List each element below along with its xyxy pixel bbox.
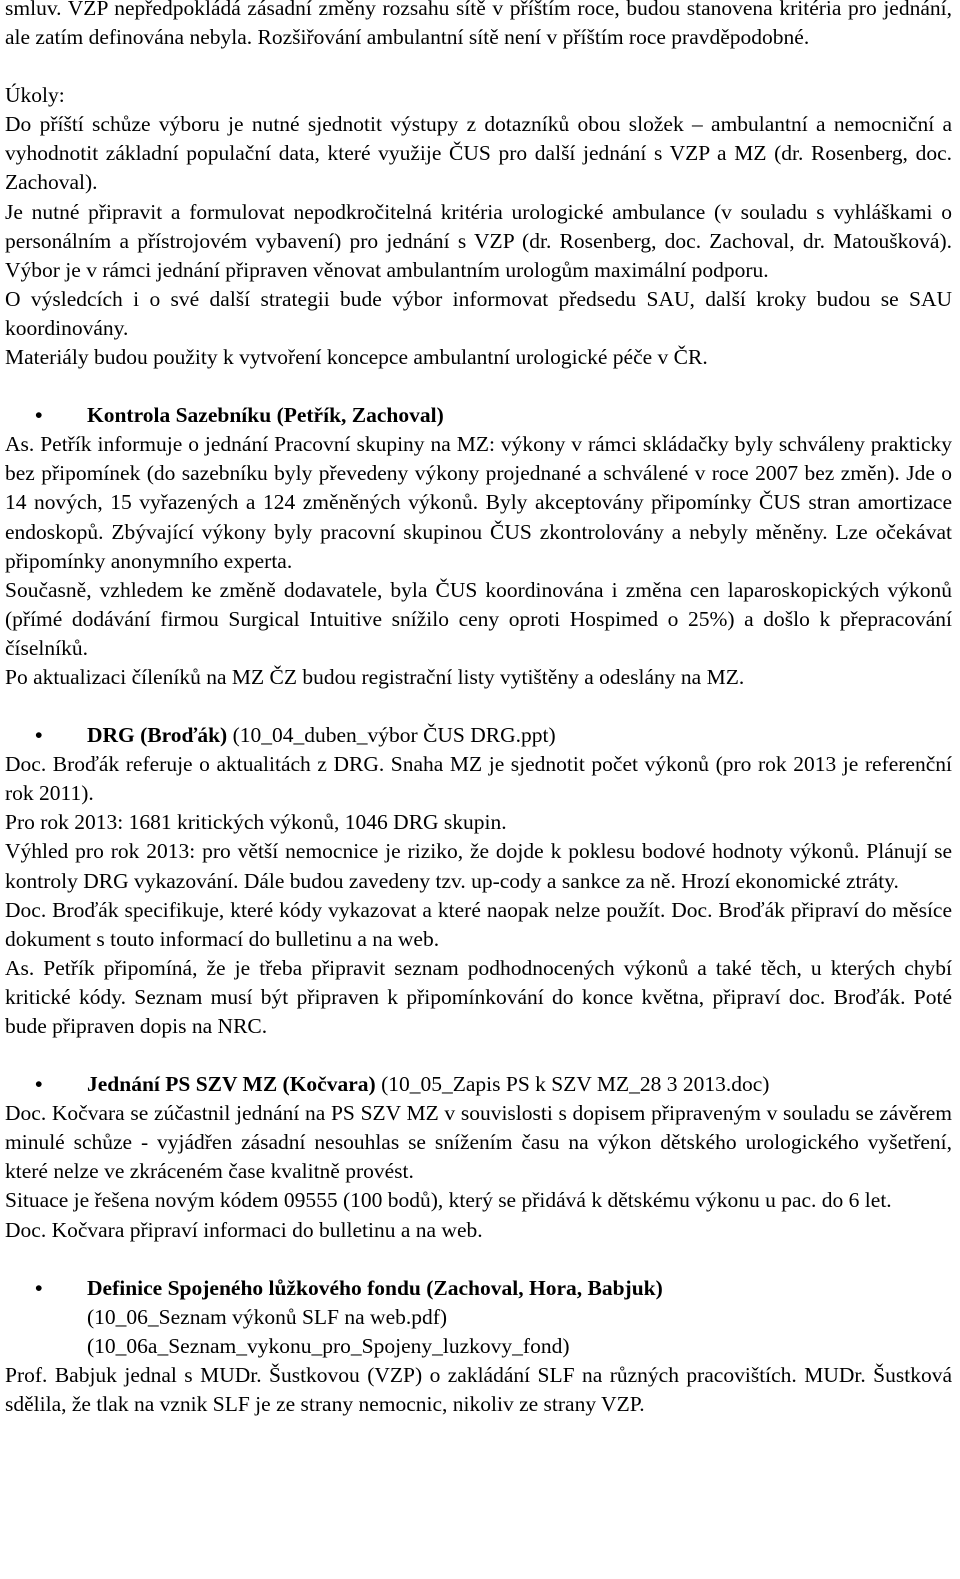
tasks-heading: Úkoly:: [5, 83, 65, 108]
section-title-rest: (10_04_duben_výbor ČUS DRG.ppt): [227, 723, 556, 748]
section-paragraph: As. Petřík informuje o jednání Pracovní skupiny na MZ: výkony v rámci skládačky byly schváleny prakticky bez připomínek (do sazebníku byly převedeny výkony projednané a schválené v roce 2007 bez změn). Jde o 14 nových, 15 vyřazených a 124 změněných výkonů. Byly akceptovány připomínky ČUS stran amortizace endoskopů. Zbývající výkony byly pracovní skupinou ČUS zkontrolovány a nebyly měněny. Lze očekávat připomínky anonymního experta.: [5, 432, 952, 573]
bullet-icon: •: [35, 1275, 43, 1300]
section-title: Kontrola Sazebníku (Petřík, Zachoval): [87, 403, 444, 428]
section-paragraph: Doc. Kočvara připraví informaci do bulletinu a na web.: [5, 1217, 483, 1242]
bullet-icon: •: [35, 723, 43, 748]
tasks-paragraph: Materiály budou použity k vytvoření koncepce ambulantní urologické péče v ČR.: [5, 345, 708, 370]
tasks-paragraph: Je nutné připravit a formulovat nepodkročitelná kritéria urologické ambulance (v souladu s vyhláškami o personálním a přístrojovém vybavení) pro jednání s VZP (dr. Rosenberg, doc. Zachoval, dr. Matoušková). Výbor je v rámci jednání připraven věnovat ambulantním urologům maximální podporu.: [5, 199, 952, 282]
section-paragraph: Situace je řešena novým kódem 09555 (100 bodů), který se přidává k dětskému výkonu u pac. do 6 let.: [5, 1188, 892, 1213]
tasks-paragraph: O výsledcích i o své další strategii bude výbor informovat předsedu SAU, další kroky budou se SAU koordinovány.: [5, 286, 952, 340]
spacer: [5, 1041, 952, 1070]
spacer: [5, 372, 952, 401]
attachment-reference: (10_06a_Seznam_vykonu_pro_Spojeny_luzkovy_fond): [87, 1333, 570, 1358]
section-heading-sazebnik: [5, 401, 952, 430]
section-heading-ps-szv: [5, 1070, 952, 1099]
section-heading-drg: [5, 721, 952, 750]
spacer: [5, 52, 952, 81]
attachment-reference: (10_06_Seznam výkonů SLF na web.pdf): [87, 1304, 448, 1329]
section-paragraph: Doc. Broďák referuje o aktualitách z DRG. Snaha MZ je sjednotit počet výkonů (pro rok 2013 je referenční rok 2011).: [5, 752, 952, 806]
section-paragraph: Prof. Babjuk jednal s MUDr. Šustkovou (VZP) o zakládání SLF na různých pracovištích. MUDr. Šustková sdělila, že tlak na vznik SLF je ze strany nemocnic, nikoliv ze strany VZP.: [5, 1362, 952, 1417]
document-body: [5, 0, 952, 1419]
section-paragraph: Doc. Broďák specifikuje, které kódy vykazovat a které naopak nelze použít. Doc. Broďák připraví do měsíce dokument s touto informací do bulletinu a na web.: [5, 897, 952, 951]
section-paragraph: Pro rok 2013: 1681 kritických výkonů, 1046 DRG skupin.: [5, 810, 507, 835]
spacer: [5, 1245, 952, 1274]
section-title-rest: (10_05_Zapis PS k SZV MZ_28 3 2013.doc): [375, 1072, 770, 1097]
section-paragraph: Po aktualizaci číleníků na MZ ČZ budou registrační listy vytištěny a odeslány na MZ.: [5, 664, 745, 689]
section-heading-slf: [5, 1274, 952, 1303]
section-title: Jednání PS SZV MZ (Kočvara): [87, 1072, 376, 1097]
section-paragraph: Výhled pro rok 2013: pro větší nemocnice je riziko, že dojde k poklesu bodové hodnoty výkonů. Plánují se kontroly DRG vykazování. Dále budou zavedeny tzv. up-cody a sankce za ně. Hrozí ekonomické ztráty.: [5, 839, 952, 893]
spacer: [5, 692, 952, 721]
section-title: Definice Spojeného lůžkového fondu (Zachoval, Hora, Babjuk): [87, 1275, 663, 1300]
bullet-icon: •: [35, 1072, 43, 1097]
section-title: DRG (Broďák): [87, 723, 228, 748]
bullet-icon: •: [35, 403, 43, 428]
section-paragraph: As. Petřík připomíná, že je třeba připravit seznam podhodnocených výkonů a také těch, u kterých chybí kritické kódy. Seznam musí být připraven k připomínkování do konce května, připraví doc. Broďák. Poté bude připraven dopis na NRC.: [5, 955, 952, 1038]
section-paragraph: Doc. Kočvara se zúčastnil jednání na PS SZV MZ v souvislosti s dopisem připraveným v souladu se závěrem minulé schůze - vyjádřen zásadní nesouhlas se snížením času na výkon dětského urologického vyšetření, které nelze ve zkráceném čase kvalitně provést.: [5, 1101, 952, 1184]
tasks-paragraph: Do příští schůze výboru je nutné sjednotit výstupy z dotazníků obou složek – ambulantní a nemocniční a vyhodnotit základní populační data, které využije ČUS pro další jednání s VZP a MZ (dr. Rosenberg, doc. Zachoval).: [5, 112, 952, 195]
section-paragraph: Současně, vzhledem ke změně dodavatele, byla ČUS koordinována i změna cen laparoskopických výkonů (přímé dodávání firmou Surgical Intuitive snížilo ceny oproti Hospimed o 25%) a došlo k přepracování číselníků.: [5, 577, 952, 660]
intro-paragraph: smluv. VZP nepředpokládá zásadní změny rozsahu sítě v příštím roce, budou stanovena kritéria pro jednání, ale zatím definována nebyla. Rozšiřování ambulantní sítě není v příštím roce pravděpodobné.: [5, 0, 952, 50]
